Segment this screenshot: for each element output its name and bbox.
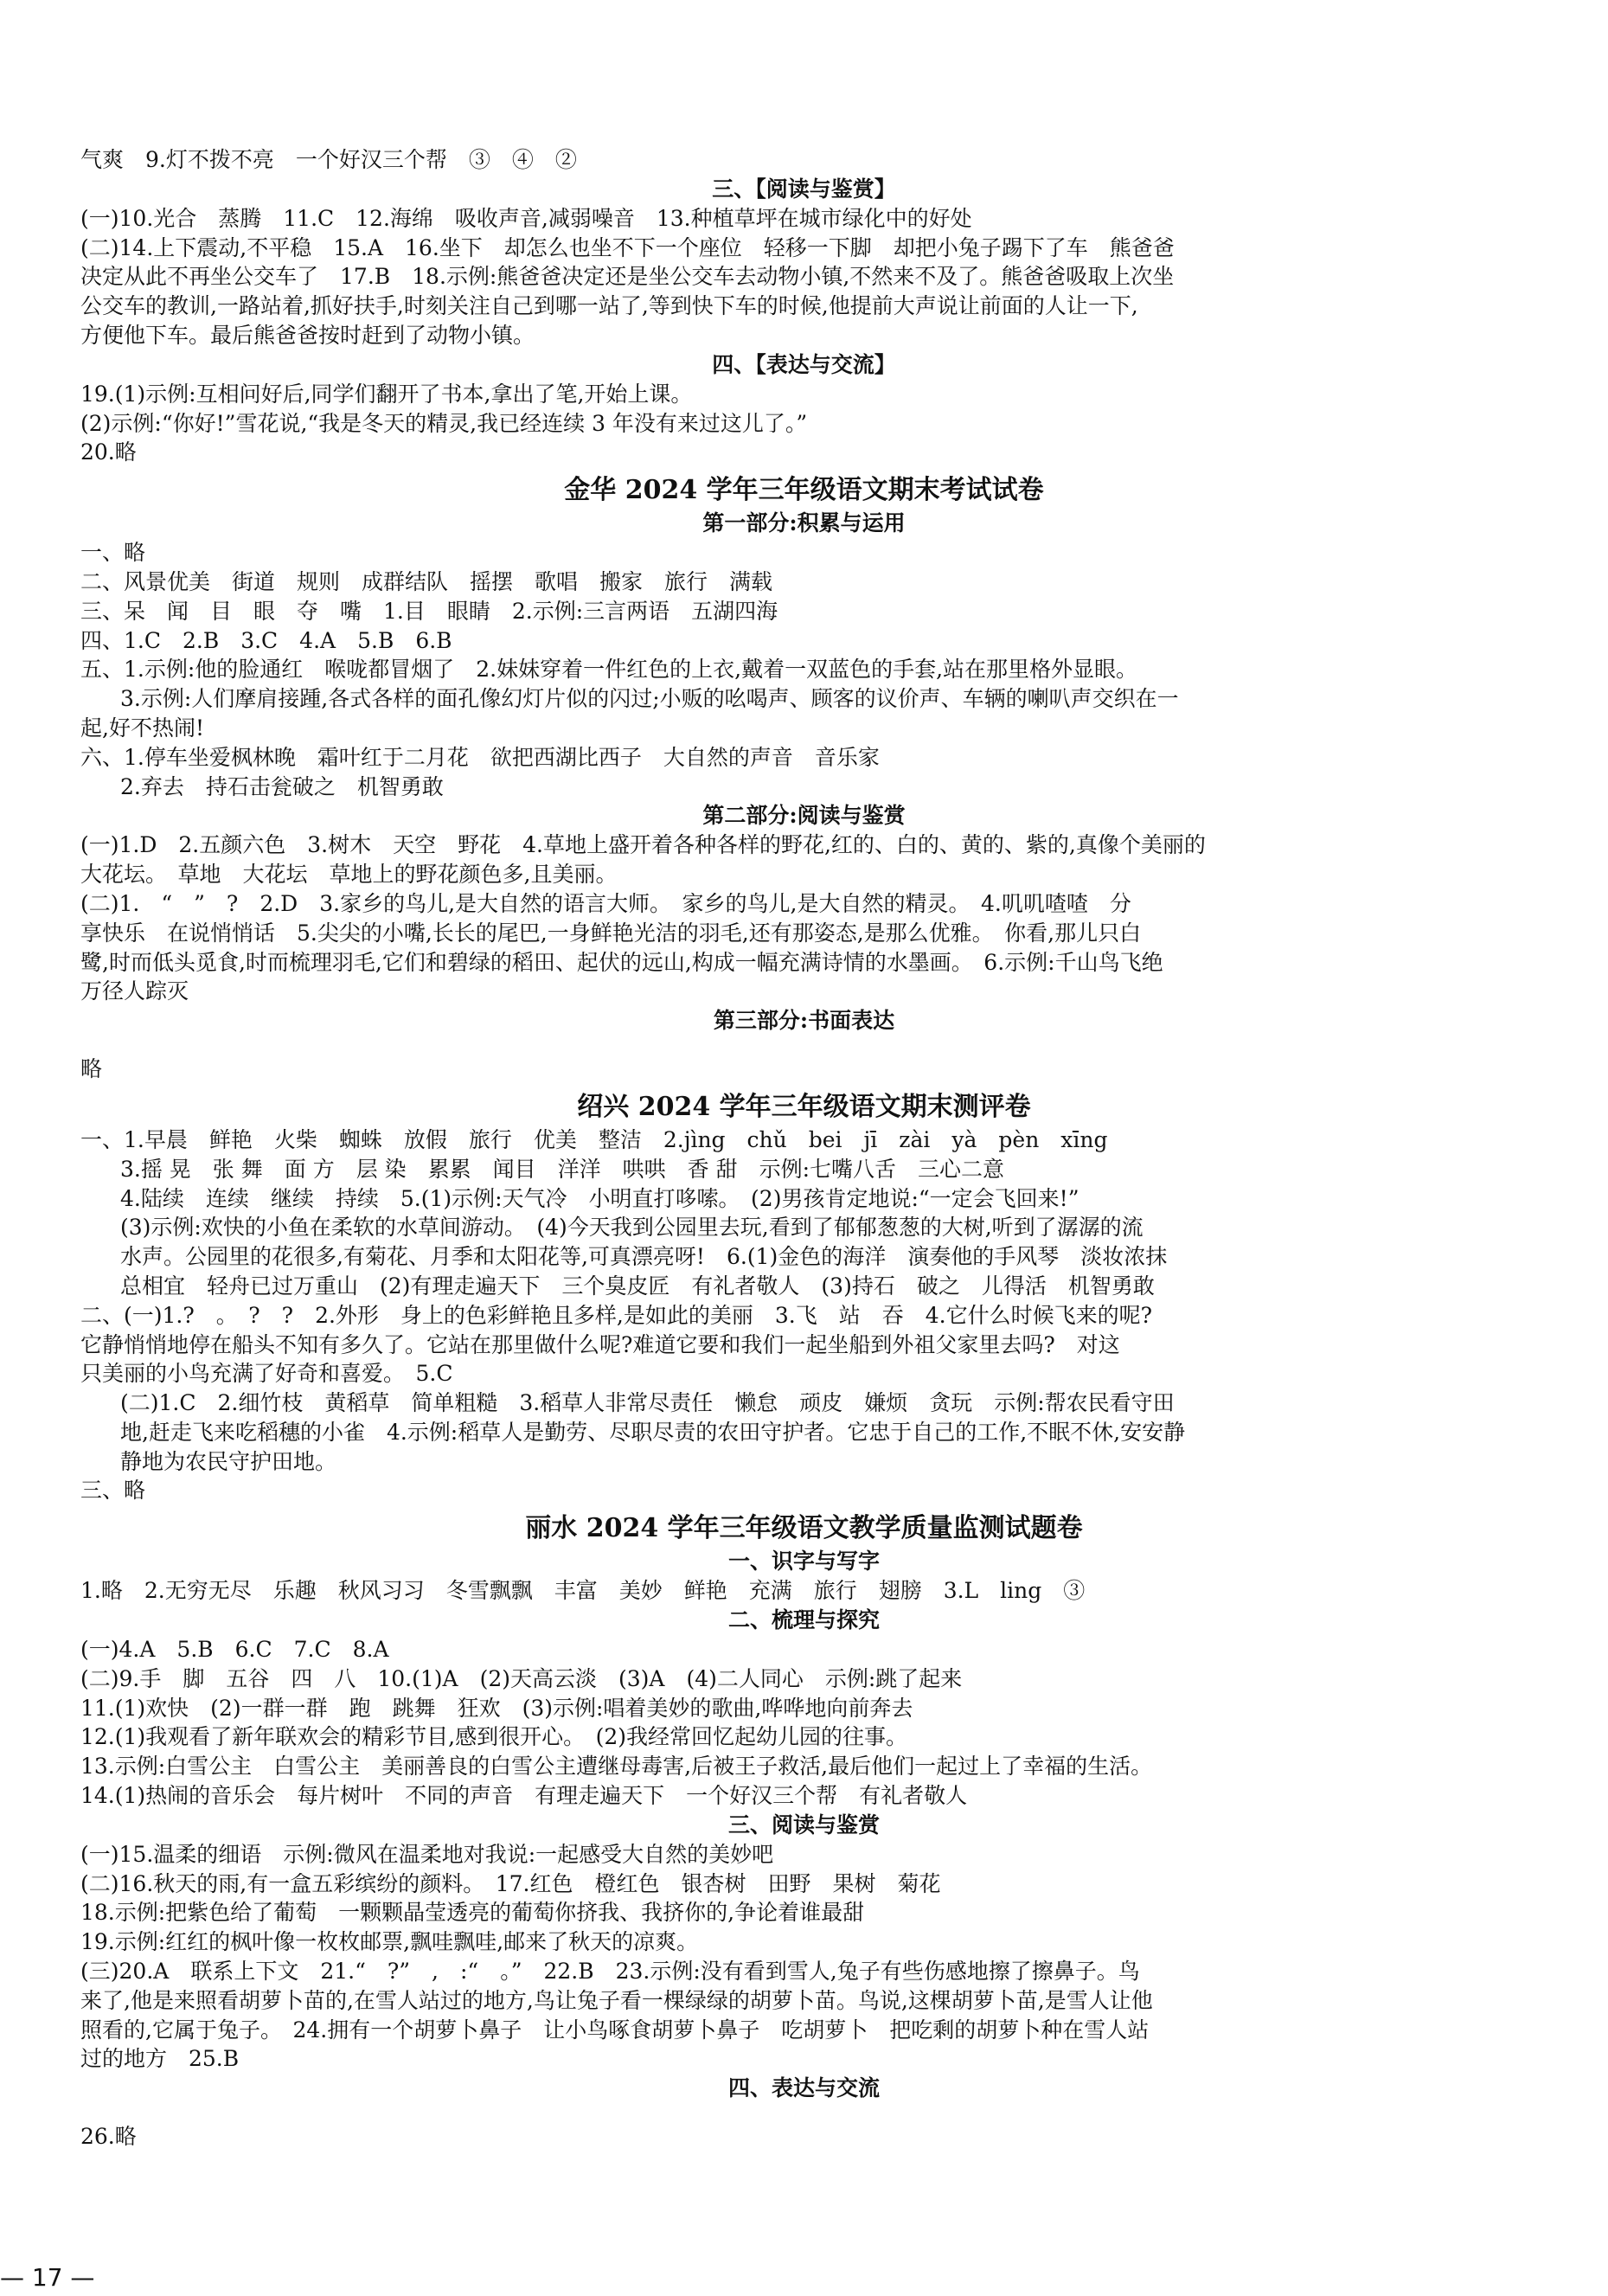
section-heading: 三、【阅读与鉴赏】: [712, 176, 896, 202]
text-line: 过的地方 25.B: [80, 2046, 240, 2072]
text-line: (一)4.A 5.B 6.C 7.C 8.A: [80, 1637, 389, 1663]
text-line: 14.(1)热闹的音乐会 每片树叶 不同的声音 有理走遍天下 一个好汉三个帮 有礼者敬人: [80, 1783, 968, 1809]
part-heading: 第一部分:积累与运用: [702, 510, 906, 536]
part-heading: 第三部分:书面表达: [713, 1008, 895, 1034]
text-line: 地,赶走飞来吃稻穗的小雀 4.示例:稻草人是勤劳、尽职尽责的农田守护者。它忠于自己的工作,不眠不休,安安静: [120, 1419, 1186, 1445]
text-line: 26.略: [80, 2124, 137, 2150]
text-line: 鹭,时而低头觅食,时而梳理羽毛,它们和碧绿的稻田、起伏的远山,构成一幅充满诗情的水墨画。 6.示例:千山鸟飞绝: [80, 949, 1163, 975]
text-line: (二)16.秋天的雨,有一盒五彩缤纷的颜料。 17.红色 橙红色 银杏树 田野 果树 菊花: [80, 1870, 941, 1896]
content-column: [0, 145, 1608, 2152]
text-line: 20.略: [80, 439, 137, 465]
text-line: 一、1.早晨 鲜艳 火柴 蜘蛛 放假 旅行 优美 整洁 2.jìng chǔ bei jī zài yà pèn xīng: [80, 1126, 1108, 1152]
text-line: 方便他下车。最后熊爸爸按时赶到了动物小镇。: [80, 322, 535, 348]
text-line: (3)示例:欢快的小鱼在柔软的水草间游动。 (4)今天我到公园里去玩,看到了郁郁葱葱的大树,听到了潺潺的流: [120, 1215, 1144, 1241]
text-line: (二)14.上下震动,不平稳 15.A 16.坐下 却怎么也坐不下一个座位 轻移一下脚 却把小兔子踢下了车 熊爸爸: [80, 234, 1175, 260]
text-line: 只美丽的小鸟充满了好奇和喜爱。 5.C: [80, 1361, 453, 1387]
text-line: 二、风景优美 街道 规则 成群结队 摇摆 歌唱 搬家 旅行 满载: [80, 568, 773, 594]
text-line: 13.示例:白雪公主 白雪公主 美丽善良的白雪公主遭继母毒害,后被王子救活,最后他们一起过上了幸福的生活。: [80, 1754, 1153, 1780]
text-line: 2.弃去 持石击瓮破之 机智勇敢: [120, 773, 444, 799]
section-heading: 四、表达与交流: [727, 2075, 880, 2101]
text-line: 公交车的教训,一路站着,抓好扶手,时刻关注自己到哪一站了,等到快下车的时候,他提前大声说让前面的人让一下,: [80, 293, 1138, 319]
text-line: (一)10.光合 蒸腾 11.C 12.海绵 吸收声音,减弱噪音 13.种植草坪在城市绿化中的好处: [80, 205, 972, 231]
text-line: (二)1. “ ” ? 2.D 3.家乡的鸟儿,是大自然的语言大师。 家乡的鸟儿,是大自然的精灵。 4.叽叽喳喳 分: [80, 890, 1131, 916]
text-line: 大花坛。 草地 大花坛 草地上的野花颜色多,且美丽。: [80, 862, 618, 888]
exam-title-lishui: 丽水 2024 学年三年级语文教学质量监测试题卷: [525, 1513, 1083, 1544]
text-line: 起,好不热闹!: [80, 715, 204, 741]
text-line: 水声。公园里的花很多,有菊花、月季和太阳花等,可真漂亮呀! 6.(1)金色的海洋 演奏他的手风琴 淡妆浓抹: [120, 1244, 1168, 1270]
text-line: 五、1.示例:他的脸通红 喉咙都冒烟了 2.妹妹穿着一件红色的上衣,戴着一双蓝色的手套,站在那里格外显眼。: [80, 657, 1138, 683]
text-line: 六、1.停车坐爱枫林晚 霜叶红于二月花 欲把西湖比西子 大自然的声音 音乐家: [80, 744, 880, 770]
text-line: (一)15.温柔的细语 示例:微风在温柔地对我说:一起感受大自然的美妙吧: [80, 1841, 774, 1867]
text-line: 三、略: [80, 1478, 146, 1504]
text-line: 享快乐 在说悄悄话 5.尖尖的小嘴,长长的尾巴,一身鲜艳光洁的羽毛,还有那姿态,是那么优雅。 你看,那儿只白: [80, 920, 1142, 946]
text-line: 19.(1)示例:互相问好后,同学们翻开了书本,拿出了笔,开始上课。: [80, 381, 693, 407]
section-heading: 四、【表达与交流】: [712, 351, 896, 377]
text-line: 3.摇 晃 张 舞 面 方 层 染 累累 闻目 洋洋 哄哄 香 甜 示例:七嘴八舌 三心二意: [120, 1156, 1005, 1182]
text-line: 1.略 2.无穷无尽 乐趣 秋风习习 冬雪飘飘 丰富 美妙 鲜艳 充满 旅行 翅膀 3.L ling ③: [80, 1578, 1086, 1604]
section-heading: 一、识字与写字: [727, 1549, 880, 1574]
text-line: 18.示例:把紫色给了葡萄 一颗颗晶莹透亮的葡萄你挤我、我挤你的,争论着谁最甜: [80, 1900, 865, 1926]
text-line: 3.示例:人们摩肩接踵,各式各样的面孔像幻灯片似的闪过;小贩的吆喝声、顾客的议价声、车辆的喇叭声交织在一: [120, 686, 1179, 712]
text-line: 万径人踪灭: [80, 978, 189, 1004]
text-line: 一、略: [80, 540, 146, 566]
text-line: 静地为农民守护田地。: [120, 1448, 337, 1474]
text-line: 气爽 9.灯不拨不亮 一个好汉三个帮 ③ ④ ②: [80, 147, 577, 172]
text-line: 决定从此不再坐公交车了 17.B 18.示例:熊爸爸决定还是坐公交车去动物小镇,不然来不及了。熊爸爸吸取上次坐: [80, 264, 1175, 290]
text-line: 12.(1)我观看了新年联欢会的精彩节目,感到很开心。 (2)我经常回忆起幼儿园的往事。: [80, 1724, 908, 1750]
text-line: 略: [80, 1056, 103, 1082]
text-line: (三)20.A 联系上下文 21.“ ?” , :“ 。” 22.B 23.示例:没有看到雪人,兔子有些伤感地擦了擦鼻子。鸟: [80, 1959, 1140, 1985]
text-line: 三、呆 闻 目 眼 夺 嘴 1.目 眼睛 2.示例:三言两语 五湖四海: [80, 598, 778, 624]
text-line: 11.(1)欢快 (2)一群一群 跑 跳舞 狂欢 (3)示例:唱着美妙的歌曲,哗哗地向前奔去: [80, 1695, 913, 1721]
text-line: 四、1.C 2.B 3.C 4.A 5.B 6.B: [80, 627, 452, 653]
text-line: 19.示例:红红的枫叶像一枚枚邮票,飘哇飘哇,邮来了秋天的凉爽。: [80, 1929, 699, 1955]
text-line: (一)1.D 2.五颜六色 3.树木 天空 野花 4.草地上盛开着各种各样的野花,红的、白的、黄的、紫的,真像个美丽的: [80, 832, 1206, 858]
section-heading: 二、梳理与探究: [727, 1607, 880, 1633]
text-line: 总相宜 轻舟已过万重山 (2)有理走遍天下 三个臭皮匠 有礼者敬人 (3)持石 破之 儿得活 机智勇敢: [120, 1273, 1155, 1299]
text-line: 来了,他是来照看胡萝卜苗的,在雪人站过的地方,鸟让兔子看一棵绿绿的胡萝卜苗。鸟说,这棵胡萝卜苗,是雪人让他: [80, 1987, 1153, 2013]
section-heading: 三、阅读与鉴赏: [727, 1812, 880, 1837]
text-line: 照看的,它属于兔子。 24.拥有一个胡萝卜鼻子 让小鸟啄食胡萝卜鼻子 吃胡萝卜 把吃剩的胡萝卜种在雪人站: [80, 2017, 1150, 2043]
text-line: (二)9.手 脚 五谷 四 八 10.(1)A (2)天高云淡 (3)A (4)二人同心 示例:跳了起来: [80, 1665, 963, 1691]
exam-title-jinhua: 金华 2024 学年三年级语文期末考试试卷: [564, 475, 1044, 506]
exam-title-shaoxing: 绍兴 2024 学年三年级语文期末测评卷: [577, 1091, 1031, 1122]
text-line: 4.陆续 连续 继续 持续 5.(1)示例:天气冷 小明直打哆嗦。 (2)男孩肯定地说:“一定会飞回来!”: [120, 1185, 1079, 1211]
text-line: (二)1.C 2.细竹枝 黄稻草 简单粗糙 3.稻草人非常尽责任 懒怠 顽皮 嫌烦 贪玩 示例:帮农民看守田: [120, 1390, 1175, 1416]
page-number: — 17 —: [0, 2263, 95, 2292]
part-heading: 第二部分:阅读与鉴赏: [702, 803, 906, 829]
text-line: 它静悄悄地停在船头不知有多久了。它站在那里做什么呢?难道它要和我们一起坐船到外祖父家里去吗? 对这: [80, 1331, 1120, 1357]
text-line: (2)示例:“你好!”雪花说,“我是冬天的精灵,我已经连续 3 年没有来过这儿了。”: [80, 410, 808, 436]
text-line: 二、(一)1.? 。 ? ? 2.外形 身上的色彩鲜艳且多样,是如此的美丽 3.飞 站 吞 4.它什么时候飞来的呢?: [80, 1302, 1152, 1328]
